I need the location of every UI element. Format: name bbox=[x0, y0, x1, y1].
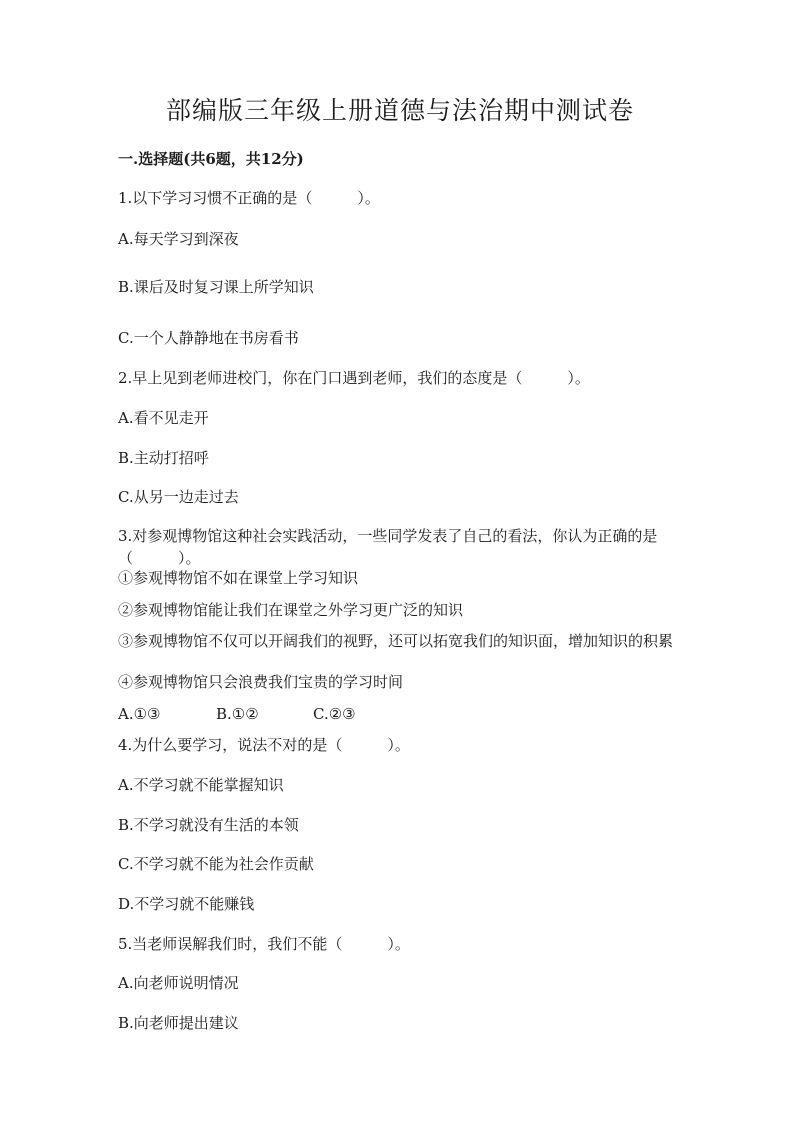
question-3-statement-2: ②参观博物馆能让我们在课堂之外学习更广泛的知识 bbox=[118, 601, 464, 619]
question-2-option-c: C.从另一边走过去 bbox=[118, 488, 239, 506]
question-1-option-a: A.每天学习到深夜 bbox=[118, 230, 239, 248]
question-1-option-c: C.一个人静静地在书房看书 bbox=[118, 329, 299, 347]
section-heading: 一.选择题(共6题，共12分) bbox=[118, 150, 304, 168]
question-5-option-a: A.向老师说明情况 bbox=[118, 974, 239, 992]
question-4: 4.为什么要学习，说法不对的是（ ）。 bbox=[118, 736, 410, 754]
question-4-option-c: C.不学习就不能为社会作贡献 bbox=[118, 855, 314, 873]
question-4-option-d: D.不学习就不能赚钱 bbox=[118, 895, 255, 913]
question-3-option-c: C.②③ bbox=[313, 705, 356, 723]
question-3-statement-3: ③参观博物馆不仅可以开阔我们的视野，还可以拓宽我们的知识面，增加知识的积累 bbox=[118, 632, 674, 650]
question-2-option-b: B.主动打招呼 bbox=[118, 449, 209, 467]
question-2: 2.早上见到老师进校门，你在门口遇到老师，我们的态度是（ ）。 bbox=[118, 369, 590, 387]
question-1: 1.以下学习习惯不正确的是（ ）。 bbox=[118, 189, 380, 207]
question-3-option-a: A.①③ bbox=[118, 705, 161, 723]
question-5: 5.当老师误解我们时，我们不能（ ）。 bbox=[118, 935, 410, 953]
question-3: 3.对参观博物馆这种社会实践活动，一些同学发表了自己的看法，你认为正确的是（ ）。 bbox=[118, 527, 658, 567]
question-5-option-b: B.向老师提出建议 bbox=[118, 1014, 239, 1032]
question-3-statement-4: ④参观博物馆只会浪费我们宝贵的学习时间 bbox=[118, 673, 404, 691]
question-4-option-b: B.不学习就没有生活的本领 bbox=[118, 816, 299, 834]
question-4-option-a: A.不学习就不能掌握知识 bbox=[118, 776, 284, 794]
question-3-option-b: B.①② bbox=[216, 705, 259, 723]
question-2-option-a: A.看不见走开 bbox=[118, 409, 209, 427]
question-3-statement-1: ①参观博物馆不如在课堂上学习知识 bbox=[118, 569, 359, 587]
question-1-option-b: B.课后及时复习课上所学知识 bbox=[118, 278, 314, 296]
exam-title: 部编版三年级上册道德与法治期中测试卷 bbox=[165, 96, 634, 125]
